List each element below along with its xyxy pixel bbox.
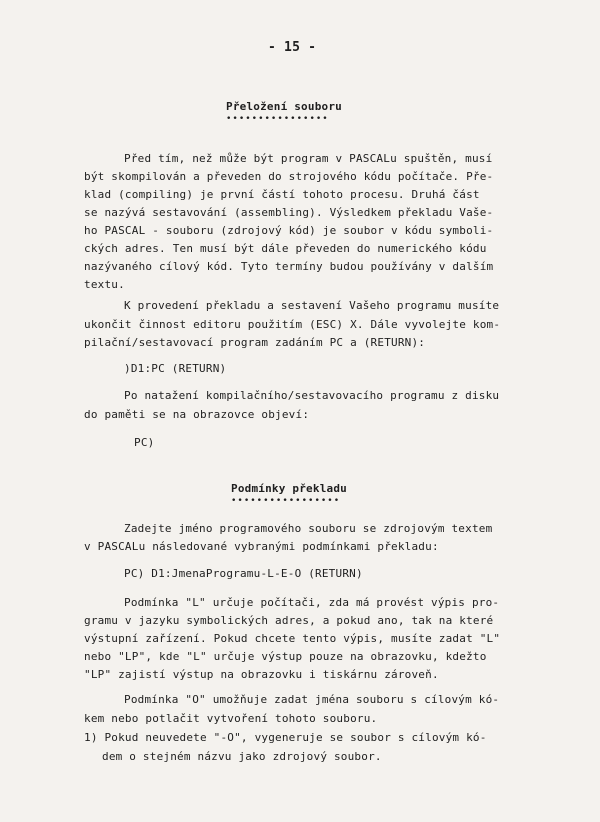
text-line: v PASCALu následované vybranými podmínkami překladu:: [84, 540, 439, 553]
text-line: Podmínka "L" určuje počítači, zda má provést výpis pro-: [124, 596, 500, 609]
text-line: kem nebo potlačit vytvoření tohoto souboru.: [84, 712, 378, 725]
text-line: 1) Pokud neuvedete "-O", vygeneruje se soubor s cílovým kó-: [84, 731, 487, 744]
text-line: pilační/sestavovací program zadáním PC a (RETURN):: [84, 336, 426, 349]
section-heading-preloženi: Přeložení souboru: [226, 100, 342, 113]
text-line: Po natažení kompilačního/sestavovacího programu z disku: [124, 389, 500, 402]
command-line: )D1:PC (RETURN): [124, 362, 227, 375]
text-line: výstupní zařízení. Pokud chcete tento výpis, musíte zadat "L": [84, 632, 501, 645]
text-line: nebo "LP", kde "L" určuje výstup pouze na obrazovku, kdežto: [84, 650, 487, 663]
text-line: klad (compiling) je první částí tohoto procesu. Druhá část: [84, 188, 480, 201]
text-line: se nazývá sestavování (assembling). Výsledkem překladu Vaše-: [84, 206, 494, 219]
prompt-line: PC): [134, 436, 155, 449]
text-line: textu.: [84, 278, 125, 291]
text-line: být skompilován a převeden do strojového kódu počítače. Pře-: [84, 170, 494, 183]
heading-underline: •••••••••••••••••: [231, 496, 341, 506]
text-line: do paměti se na obrazovce objeví:: [84, 408, 310, 421]
text-line: Před tím, než může být program v PASCALu spuštěn, musí: [124, 152, 493, 165]
text-line: ho PASCAL - souboru (zdrojový kód) je soubor v kódu symboli-: [84, 224, 494, 237]
section-heading-podminky: Podmínky překladu: [231, 482, 347, 495]
text-line: gramu v jazyku symbolických adres, a pokud ano, tak na které: [84, 614, 494, 627]
text-line: K provedení překladu a sestavení Vašeho programu musíte: [124, 299, 500, 312]
text-line: ckých adres. Ten musí být dále převeden do numerického kódu: [84, 242, 487, 255]
text-line: "LP" zajistí výstup na obrazovku i tiskárnu zároveň.: [84, 668, 439, 681]
text-line: Zadejte jméno programového souboru se zdrojovým textem: [124, 522, 493, 535]
command-line: PC) D1:JmenaProgramu-L-E-O (RETURN): [124, 567, 363, 580]
text-line: nazývaného cílový kód. Tyto termíny budou používány v dalším: [84, 260, 494, 273]
page-number: - 15 -: [268, 40, 317, 55]
text-line: dem o stejném názvu jako zdrojový soubor.: [102, 750, 382, 763]
text-line: Podmínka "O" umožňuje zadat jména souboru s cílovým kó-: [124, 693, 500, 706]
heading-underline: ••••••••••••••••: [226, 114, 329, 124]
text-line: ukončit činnost editoru použitím (ESC) X. Dále vyvolejte kom-: [84, 318, 501, 331]
